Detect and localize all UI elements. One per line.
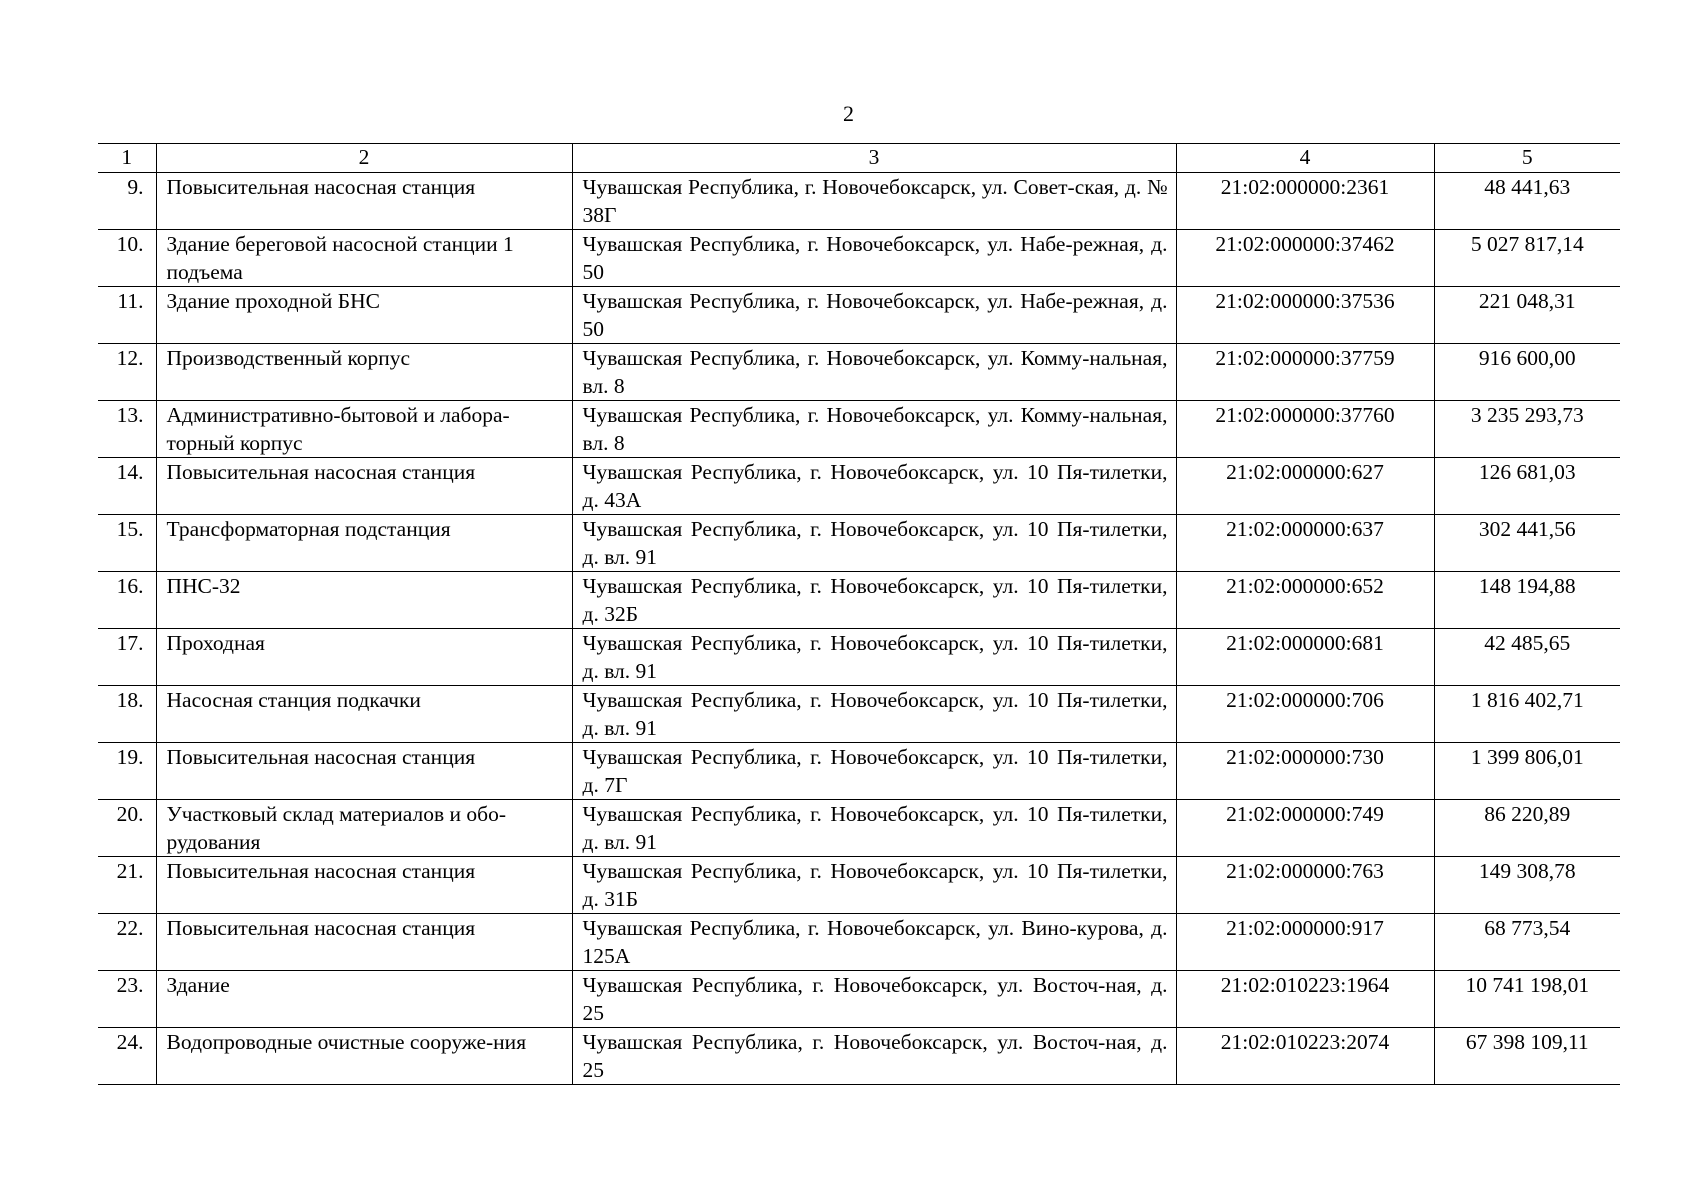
table-row (98, 629, 1620, 686)
table-row (98, 1028, 1620, 1085)
object-name: Повысительная насосная станция (156, 458, 572, 515)
cadastral-number: 21:02:010223:2074 (1176, 1028, 1434, 1085)
table-row (98, 743, 1620, 800)
row-number: 22. (98, 914, 156, 971)
object-value: 10 741 198,01 (1434, 971, 1620, 1028)
object-address: Чувашская Республика, г. Новочебоксарск, ул. 10 Пя-тилетки, д. 7Г (572, 743, 1176, 800)
table-row (98, 287, 1620, 344)
object-name: Проходная (156, 629, 572, 686)
table-row (98, 515, 1620, 572)
object-name: Здание (156, 971, 572, 1028)
object-address: Чувашская Республика, г. Новочебоксарск, ул. 10 Пя-тилетки, д. вл. 91 (572, 800, 1176, 857)
row-number: 17. (98, 629, 156, 686)
cadastral-number: 21:02:000000:749 (1176, 800, 1434, 857)
object-address: Чувашская Республика, г. Новочебоксарск, ул. 10 Пя-тилетки, д. 32Б (572, 572, 1176, 629)
table-row (98, 686, 1620, 743)
object-name: Повысительная насосная станция (156, 173, 572, 230)
object-address: Чувашская Республика, г. Новочебоксарск, ул. 10 Пя-тилетки, д. 43А (572, 458, 1176, 515)
object-name: Участковый склад материалов и обо-рудования (156, 800, 572, 857)
page-number: 2 (843, 101, 854, 126)
object-value: 42 485,65 (1434, 629, 1620, 686)
cadastral-number: 21:02:000000:37760 (1176, 401, 1434, 458)
object-value: 302 441,56 (1434, 515, 1620, 572)
object-name: Насосная станция подкачки (156, 686, 572, 743)
table-row (98, 458, 1620, 515)
object-value: 67 398 109,11 (1434, 1028, 1620, 1085)
column-header: 1 (98, 144, 156, 173)
object-address: Чувашская Республика, г. Новочебоксарск, ул. 10 Пя-тилетки, д. 31Б (572, 857, 1176, 914)
object-address: Чувашская Республика, г. Новочебоксарск, ул. Комму-нальная, вл. 8 (572, 401, 1176, 458)
column-number-row (98, 144, 1620, 173)
row-number: 11. (98, 287, 156, 344)
cadastral-number: 21:02:000000:763 (1176, 857, 1434, 914)
row-number: 15. (98, 515, 156, 572)
table-row (98, 572, 1620, 629)
column-header: 3 (572, 144, 1176, 173)
object-value: 126 681,03 (1434, 458, 1620, 515)
object-value: 148 194,88 (1434, 572, 1620, 629)
table-row (98, 857, 1620, 914)
table-row (98, 401, 1620, 458)
table-row (98, 173, 1620, 230)
cadastral-number: 21:02:000000:2361 (1176, 173, 1434, 230)
object-name: Повысительная насосная станция (156, 857, 572, 914)
row-number: 13. (98, 401, 156, 458)
object-address: Чувашская Республика, г. Новочебоксарск, ул. 10 Пя-тилетки, д. вл. 91 (572, 515, 1176, 572)
object-address: Чувашская Республика, г. Новочебоксарск, ул. Восточ-ная, д. 25 (572, 971, 1176, 1028)
column-header: 5 (1434, 144, 1620, 173)
object-name: Водопроводные очистные сооруже-ния (156, 1028, 572, 1085)
object-address: Чувашская Республика, г. Новочебоксарск, ул. Вино-курова, д. 125А (572, 914, 1176, 971)
cadastral-number: 21:02:000000:637 (1176, 515, 1434, 572)
object-address: Чувашская Республика, г. Новочебоксарск, ул. Восточ-ная, д. 25 (572, 1028, 1176, 1085)
row-number: 19. (98, 743, 156, 800)
row-number: 21. (98, 857, 156, 914)
table-row (98, 230, 1620, 287)
object-value: 1 399 806,01 (1434, 743, 1620, 800)
object-name: Здание береговой насосной станции 1 подъема (156, 230, 572, 287)
object-name: Производственный корпус (156, 344, 572, 401)
object-name: Повысительная насосная станция (156, 743, 572, 800)
row-number: 10. (98, 230, 156, 287)
object-address: Чувашская Республика, г. Новочебоксарск, ул. 10 Пя-тилетки, д. вл. 91 (572, 629, 1176, 686)
object-name: Административно-бытовой и лабора-торный корпус (156, 401, 572, 458)
row-number: 23. (98, 971, 156, 1028)
row-number: 18. (98, 686, 156, 743)
cadastral-number: 21:02:000000:652 (1176, 572, 1434, 629)
object-value: 48 441,63 (1434, 173, 1620, 230)
object-address: Чувашская Республика, г. Новочебоксарск, ул. Комму-нальная, вл. 8 (572, 344, 1176, 401)
cadastral-number: 21:02:000000:627 (1176, 458, 1434, 515)
table-row (98, 971, 1620, 1028)
row-number: 24. (98, 1028, 156, 1085)
object-name: Здание проходной БНС (156, 287, 572, 344)
object-value: 3 235 293,73 (1434, 401, 1620, 458)
cadastral-number: 21:02:000000:37536 (1176, 287, 1434, 344)
property-table (98, 143, 1620, 1085)
table-row (98, 914, 1620, 971)
cadastral-number: 21:02:000000:706 (1176, 686, 1434, 743)
object-address: Чувашская Республика, г. Новочебоксарск, ул. Набе-режная, д. 50 (572, 287, 1176, 344)
cadastral-number: 21:02:000000:37462 (1176, 230, 1434, 287)
object-value: 1 816 402,71 (1434, 686, 1620, 743)
object-name: Повысительная насосная станция (156, 914, 572, 971)
column-header: 4 (1176, 144, 1434, 173)
object-value: 221 048,31 (1434, 287, 1620, 344)
cadastral-number: 21:02:000000:917 (1176, 914, 1434, 971)
cadastral-number: 21:02:000000:37759 (1176, 344, 1434, 401)
object-value: 149 308,78 (1434, 857, 1620, 914)
cadastral-number: 21:02:000000:730 (1176, 743, 1434, 800)
object-value: 916 600,00 (1434, 344, 1620, 401)
object-value: 68 773,54 (1434, 914, 1620, 971)
cadastral-number: 21:02:010223:1964 (1176, 971, 1434, 1028)
object-name: Трансформаторная подстанция (156, 515, 572, 572)
object-value: 5 027 817,14 (1434, 230, 1620, 287)
object-address: Чувашская Республика, г. Новочебоксарск, ул. 10 Пя-тилетки, д. вл. 91 (572, 686, 1176, 743)
object-address: Чувашская Республика, г. Новочебоксарск, ул. Набе-режная, д. 50 (572, 230, 1176, 287)
object-value: 86 220,89 (1434, 800, 1620, 857)
object-name: ПНС-32 (156, 572, 572, 629)
table-row (98, 800, 1620, 857)
row-number: 20. (98, 800, 156, 857)
column-header: 2 (156, 144, 572, 173)
row-number: 9. (98, 173, 156, 230)
object-address: Чувашская Республика, г. Новочебоксарск, ул. Совет-ская, д. № 38Г (572, 173, 1176, 230)
row-number: 14. (98, 458, 156, 515)
table-row (98, 344, 1620, 401)
row-number: 16. (98, 572, 156, 629)
cadastral-number: 21:02:000000:681 (1176, 629, 1434, 686)
row-number: 12. (98, 344, 156, 401)
